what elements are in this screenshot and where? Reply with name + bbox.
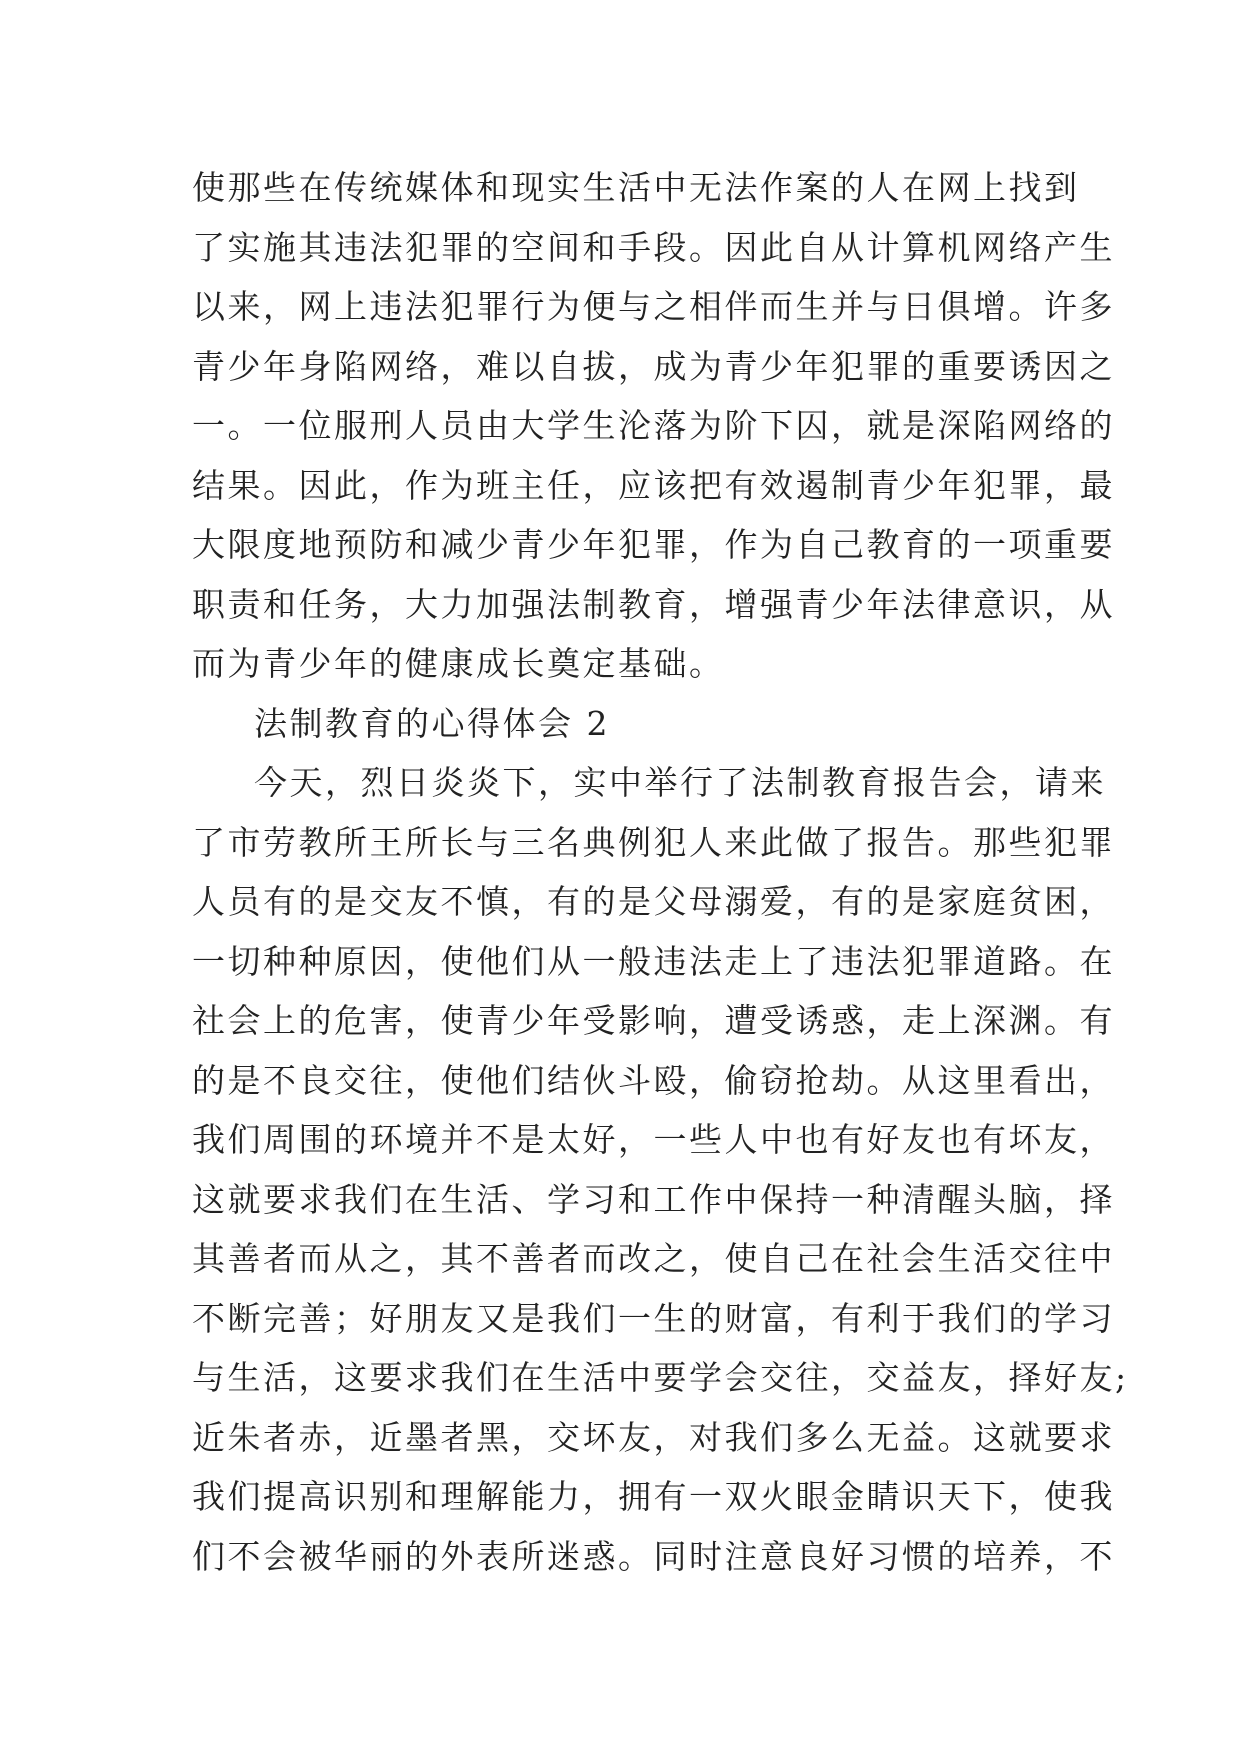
text-line: 了实施其违法犯罪的空间和手段。因此自从计算机网络产生 — [192, 227, 1115, 267]
text-line: 结果。因此，作为班主任，应该把有效遏制青少年犯罪，最 — [192, 465, 1115, 505]
text-line: 近朱者赤，近墨者黑，交坏友，对我们多么无益。这就要求 — [192, 1417, 1115, 1457]
text-line: 以来，网上违法犯罪行为便与之相伴而生并与日俱增。许多 — [192, 287, 1115, 326]
text-line: 不断完善；好朋友又是我们一生的财富，有利于我们的学习 — [192, 1298, 1115, 1338]
text-line: 人员有的是交友不慎，有的是父母溺爱，有的是家庭贫困， — [192, 882, 1115, 921]
text-line: 我们提高识别和理解能力，拥有一双火眼金睛识天下，使我 — [192, 1477, 1115, 1516]
text-line: 了市劳教所王所长与三名典例犯人来此做了报告。那些犯罪 — [192, 822, 1115, 862]
text-line: 而为青少年的健康成长奠定基础。 — [192, 644, 725, 683]
text-line: 职责和任务，大力加强法制教育，增强青少年法律意识，从 — [192, 584, 1115, 624]
text-line: 一。一位服刑人员由大学生沦落为阶下囚，就是深陷网络的 — [192, 406, 1115, 445]
text-line: 与生活，这要求我们在生活中要学会交往，交益友，择好友; — [192, 1358, 1129, 1397]
text-line: 其善者而从之，其不善者而改之，使自己在社会生活交往中 — [192, 1239, 1115, 1278]
text-line: 们不会被华丽的外表所迷惑。同时注意良好习惯的培养，不 — [192, 1536, 1115, 1576]
text-line: 一切种种原因，使他们从一般违法走上了违法犯罪道路。在 — [192, 941, 1115, 981]
text-line: 使那些在传统媒体和现实生活中无法作案的人在网上找到 — [192, 168, 1080, 207]
text-line: 青少年身陷网络，难以自拔，成为青少年犯罪的重要诱因之 — [192, 346, 1115, 386]
paragraph-first-line: 今天，烈日炎炎下，实中举行了法制教育报告会，请来 — [254, 763, 1106, 802]
text-line: 我们周围的环境并不是太好，一些人中也有好友也有坏友， — [192, 1120, 1115, 1159]
section-heading: 法制教育的心得体会 2 — [254, 703, 610, 743]
text-line: 的是不良交往，使他们结伙斗殴，偷窃抢劫。从这里看出， — [192, 1060, 1115, 1100]
body-text — [192, 158, 1129, 1586]
text-line: 社会上的危害，使青少年受影响，遭受诱惑，走上深渊。有 — [192, 1001, 1115, 1040]
text-line: 这就要求我们在生活、学习和工作中保持一种清醒头脑，择 — [192, 1179, 1115, 1219]
text-line: 大限度地预防和减少青少年犯罪，作为自己教育的一项重要 — [192, 525, 1115, 564]
